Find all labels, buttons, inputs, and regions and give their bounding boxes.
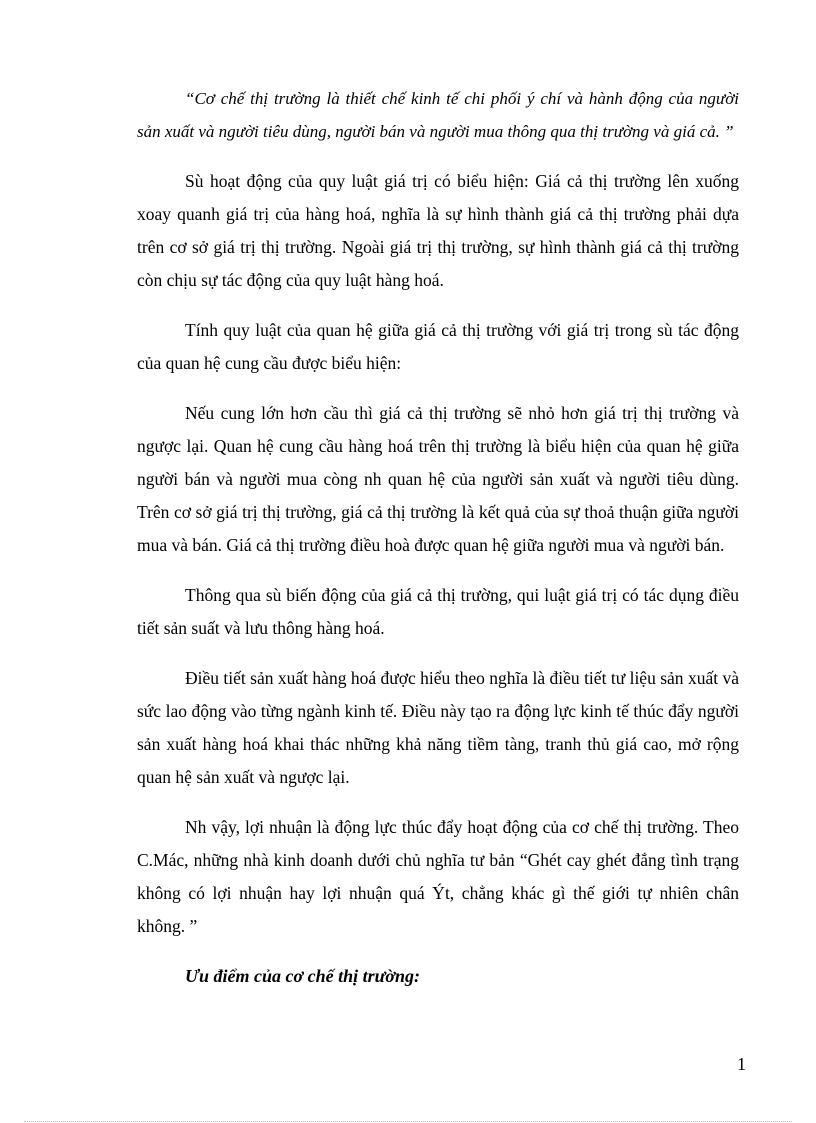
market-mechanism-definition-quote: “Cơ chế thị trường là thiết chế kinh tế chi phối ý chí và hành động của người sản xuất và người tiêu dùng, người bán và người mua thông qua thị trường và giá cả. ” [137,89,739,141]
document-body [137,82,739,993]
value-law-paragraph: Sù hoạt động của quy luật giá trị có biểu hiện: Giá cả thị trường lên xuống xoay quanh giá trị của hàng hoá, nghĩa là sự hình thành giá cả thị trường phải dựa trên cơ sở giá trị thị trường. Ngoài giá trị thị trường, sự hình thành giá cả thị trường còn chịu sự tác động của quy luật hàng hoá. [137,171,739,290]
price-fluctuation-paragraph: Thông qua sù biến động của giá cả thị trường, qui luật giá trị có tác dụng điều tiết sản suất và lưu thông hàng hoá. [137,585,739,638]
supply-demand-paragraph: Nếu cung lớn hơn cầu thì giá cả thị trường sẽ nhỏ hơn giá trị thị trường và ngược lại. Quan hệ cung cầu hàng hoá trên thị trường là biểu hiện của quan hệ giữa người bán và người mua còng nh quan hệ của người sản xuất và người tiêu dùng. Trên cơ sở giá trị thị trường, giá cả thị trường là kết quả của sự thoả thuận giữa người mua và bán. Giá cả thị trường điều hoà được quan hệ giữa người mua và người bán. [137,403,739,555]
production-regulation-paragraph: Điều tiết sản xuất hàng hoá được hiểu theo nghĩa là điều tiết tư liệu sản xuất và sức lao động vào từng ngành kinh tế. Điều này tạo ra động lực kinh tế thúc đẩy người sản xuất hàng hoá khai thác những khả năng tiềm tàng, tranh thủ giá cao, mở rộng quan hệ sản xuất và ngược lại. [137,668,739,787]
profit-motive-paragraph: Nh vậy, lợi nhuận là động lực thúc đẩy hoạt động của cơ chế thị trường. Theo C.Mác, những nhà kinh doanh dưới chủ nghĩa tư bản “Ghét cay ghét đắng tình trạng không có lợi nhuận hay lợi nhuận quá Ýt, chẳng khác gì thế giới tự nhiên chân không. ” [137,817,739,936]
supply-demand-intro-paragraph: Tính quy luật của quan hệ giữa giá cả thị trường với giá trị trong sù tác động của quan hệ cung cầu được biểu hiện: [137,320,739,373]
page-number: 1 [737,1054,746,1074]
section-heading-advantages: Ưu điểm của cơ chế thị trường: [185,966,421,986]
page-bottom-divider [24,1121,792,1122]
